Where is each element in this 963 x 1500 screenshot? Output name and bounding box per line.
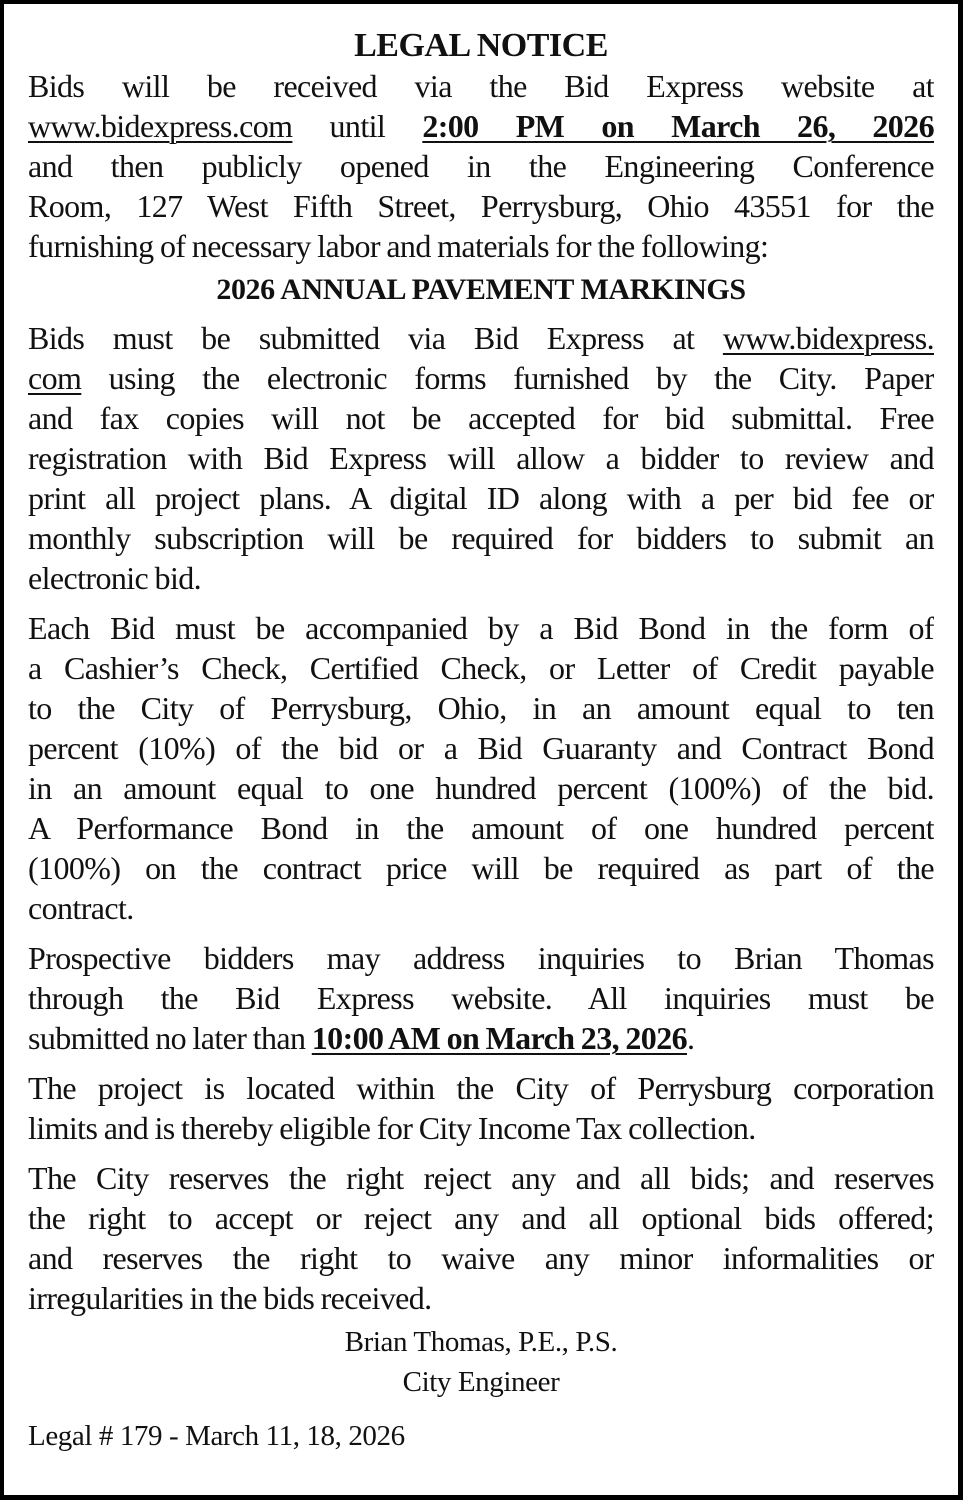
bidexpress-link[interactable]: com (28, 360, 82, 396)
notice-title: LEGAL NOTICE (354, 27, 608, 64)
text-segment: The City reserves the right reject any and all bids; and reserves (28, 1160, 934, 1196)
text-segment: Prospective bidders may address inquiries to Brian Thomas (28, 940, 934, 976)
text-line (28, 146, 934, 186)
text-line (28, 608, 934, 648)
text-line (28, 1018, 934, 1058)
text-line (28, 938, 934, 978)
signature-name: Brian Thomas, P.E., P.S. (344, 1326, 618, 1358)
text-segment: electronic bid. (28, 560, 202, 596)
text-line (28, 398, 934, 438)
text-line (28, 688, 934, 728)
text-line (28, 558, 934, 598)
text-segment: a Cashier’s Check, Certified Check, or Letter of Credit payable (28, 650, 934, 686)
text-segment: in an amount equal to one hundred percent (100%) of the bid. (28, 770, 934, 806)
text-segment: limits and is thereby eligible for City Income Tax collection. (28, 1110, 756, 1146)
text-segment: and reserves the right to waive any minor informalities or (28, 1240, 934, 1276)
bidexpress-link[interactable]: www.bidexpress. (722, 320, 934, 356)
text-line (28, 438, 934, 478)
text-segment: irregularities in the bids received. (28, 1280, 432, 1316)
text-segment: furnishing of necessary labor and materials for the following: (28, 228, 769, 264)
text-segment: registration with Bid Express will allow a bidder to review and (28, 440, 934, 476)
notice-body (28, 318, 934, 1318)
text-segment: A Performance Bond in the amount of one hundred percent (28, 810, 934, 846)
text-line (28, 768, 934, 808)
text-segment: the right to accept or reject any and all optional bids offered; (28, 1200, 934, 1236)
text-line (28, 978, 934, 1018)
notice-paragraph (28, 938, 934, 1058)
project-title: 2026 ANNUAL PAVEMENT MARKINGS (216, 273, 746, 306)
text-line (28, 478, 934, 518)
text-segment: (100%) on the contract price will be required as part of the (28, 850, 934, 886)
text-segment: and fax copies will not be accepted for bid submittal. Free (28, 400, 934, 436)
notice-paragraph (28, 608, 934, 928)
text-line (28, 1068, 934, 1108)
signature-title: City Engineer (402, 1366, 560, 1398)
text-segment: Room, 127 West Fifth Street, Perrysburg, Ohio 43551 for the (28, 188, 934, 224)
text-line (28, 186, 934, 226)
text-segment: monthly subscription will be required for bidders to submit an (28, 520, 934, 556)
text-segment: through the Bid Express website. All inquiries must be (28, 980, 934, 1016)
text-segment: and then publicly opened in the Engineering Conference (28, 148, 934, 184)
text-segment: . (687, 1020, 695, 1056)
text-line (28, 66, 934, 106)
text-segment: Bids must be submitted via Bid Express at (28, 320, 723, 356)
text-segment: Each Bid must be accompanied by a Bid Bond in the form of (28, 610, 934, 646)
text-segment: print all project plans. A digital ID along with a per bid fee or (28, 480, 934, 516)
text-line (28, 518, 934, 558)
bidexpress-link[interactable]: www.bidexpress.com (28, 108, 293, 144)
legal-footer: Legal # 179 - March 11, 18, 2026 (28, 1420, 405, 1452)
text-segment: The project is located within the City of Perrysburg corporation (28, 1070, 934, 1106)
text-line (28, 358, 934, 398)
text-segment: until (292, 108, 423, 144)
text-line (28, 1198, 934, 1238)
text-line (28, 1108, 934, 1148)
notice-paragraph (28, 1158, 934, 1318)
deadline-text: 2:00 PM on March 26, 2026 (422, 108, 934, 144)
notice-paragraph (28, 1068, 934, 1148)
text-line (28, 848, 934, 888)
text-line (28, 648, 934, 688)
text-segment: Bids will be received via the Bid Express website at (28, 68, 934, 104)
notice-paragraph (28, 318, 934, 598)
text-segment: submitted no later than (28, 1020, 312, 1056)
text-segment: contract. (28, 890, 134, 926)
text-line (28, 226, 934, 266)
text-line (28, 808, 934, 848)
text-segment: percent (10%) of the bid or a Bid Guaranty and Contract Bond (28, 730, 934, 766)
text-line (28, 1238, 934, 1278)
text-line (28, 318, 934, 358)
intro-paragraph (28, 66, 934, 266)
text-line (28, 1158, 934, 1198)
text-line (28, 888, 934, 928)
text-segment: to the City of Perrysburg, Ohio, in an amount equal to ten (28, 690, 934, 726)
legal-notice (4, 4, 958, 1495)
text-segment: using the electronic forms furnished by the City. Paper (81, 360, 934, 396)
text-line (28, 728, 934, 768)
deadline-text: 10:00 AM on March 23, 2026 (311, 1020, 687, 1056)
text-line (28, 106, 934, 146)
text-line (28, 1278, 934, 1318)
